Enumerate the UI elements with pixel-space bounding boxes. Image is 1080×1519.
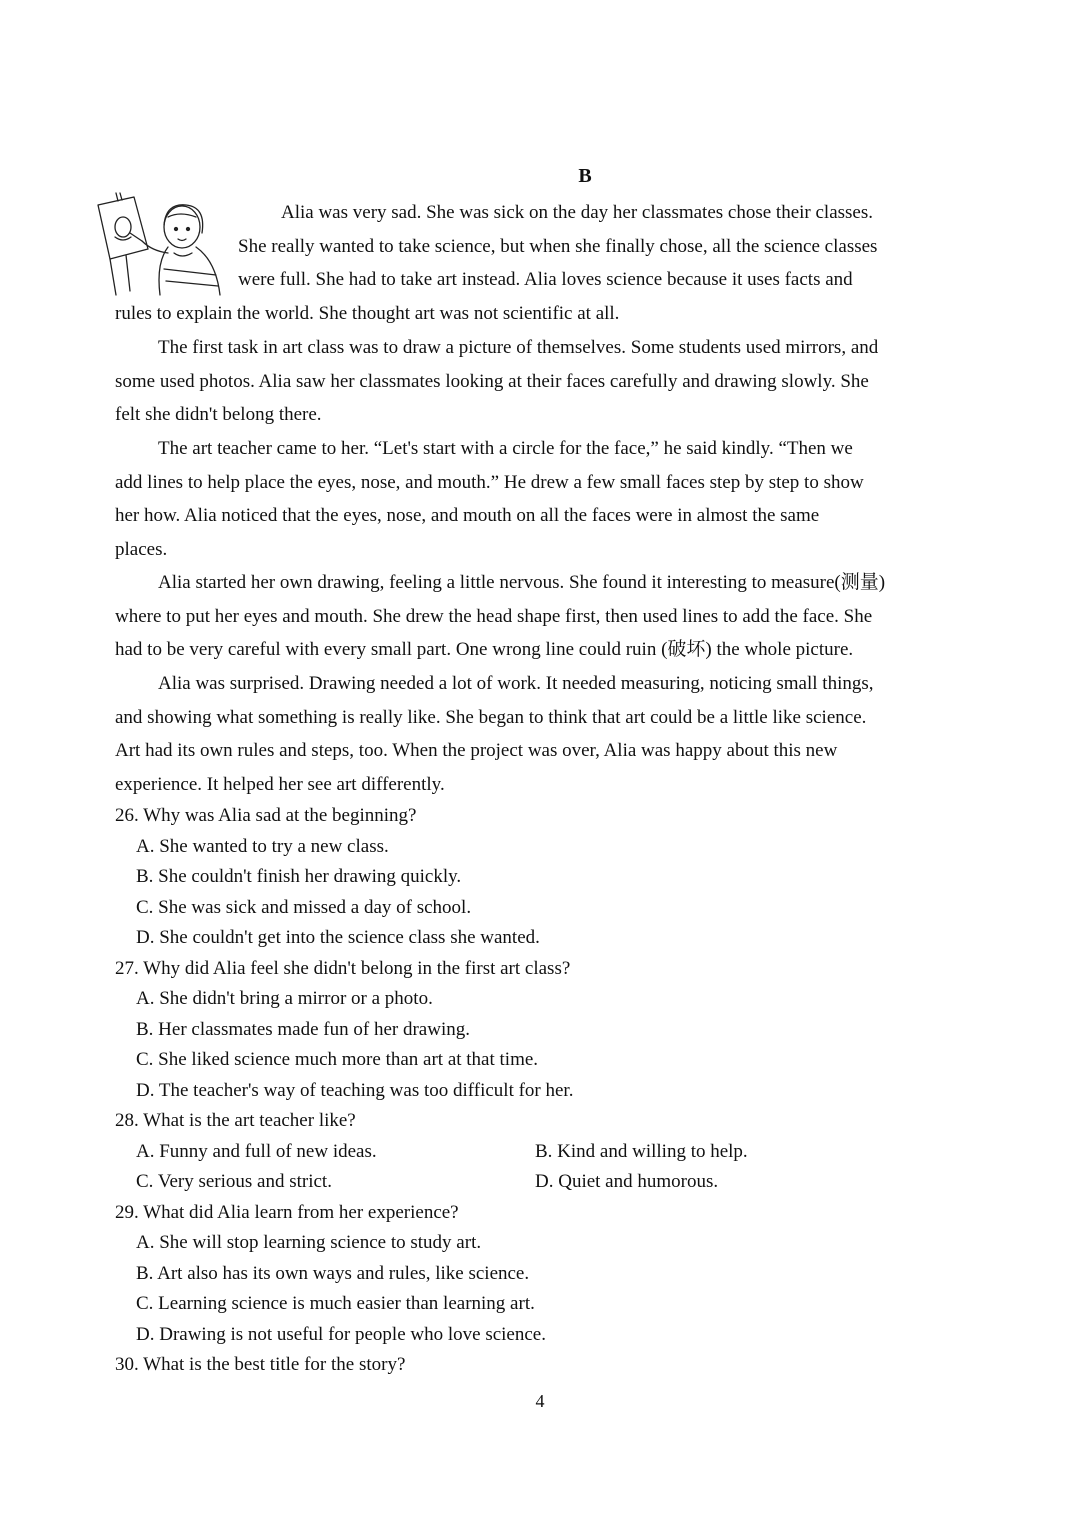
paragraph-line: had to be very careful with every small part. One wrong line could ruin (破坏) the whole picture. [115,639,854,661]
option-c: C. She was sick and missed a day of school. [136,896,472,918]
option-d: D. Quiet and humorous. [535,1171,719,1192]
paragraph-line: where to put her eyes and mouth. She drew the head shape first, then used lines to add the face. She [115,605,873,627]
question-27 [115,954,975,1107]
question-28 [115,1106,975,1198]
option-a: A. She didn't bring a mirror or a photo. [136,988,433,1009]
question-29 [115,1198,975,1351]
question-30 [115,1350,975,1381]
paragraph-line: The art teacher came to her. “Let's start with a circle for the face,” he said kindly. “Then we [158,438,853,459]
paragraph-line: The first task in art class was to draw a picture of themselves. Some students used mirrors, and [158,337,879,358]
paragraph-2 [115,331,975,432]
page-number: 4 [535,1391,545,1411]
question-26 [115,801,975,954]
paragraph-line: Alia was surprised. Drawing needed a lot of work. It needed measuring, noticing small things, [158,673,874,694]
paragraph-line: rules to explain the world. She thought art was not scientific at all. [115,302,620,324]
option-c: C. Learning science is much easier than learning art. [136,1293,535,1314]
question-stem: 28. What is the art teacher like? [115,1110,356,1131]
paragraph-line: She really wanted to take science, but when she finally chose, all the science classes [238,235,878,257]
option-b: B. Her classmates made fun of her drawing. [136,1018,470,1040]
option-b: B. She couldn't finish her drawing quickly. [136,866,462,887]
paragraph-line: felt she didn't belong there. [115,404,322,426]
option-c: C. Very serious and strict. [136,1171,332,1192]
section-title: B [578,165,592,187]
option-d: D. Drawing is not useful for people who love science. [136,1323,546,1345]
paragraph-line: add lines to help place the eyes, nose, and mouth.” He drew a few small faces step by step to show [115,471,864,493]
option-d: D. She couldn't get into the science class she wanted. [136,927,540,948]
option-row [115,1167,975,1198]
option-b: B. Kind and willing to help. [535,1140,748,1162]
paragraph-line: were full. She had to take art instead. Alia loves science because it uses facts and [238,269,853,291]
option-d: D. The teacher's way of teaching was too difficult for her. [136,1079,574,1101]
question-list [115,801,975,1381]
question-stem: 30. What is the best title for the story? [115,1354,406,1375]
paragraph-5 [115,667,975,801]
paragraph-line: places. [115,538,168,560]
question-stem: 27. Why did Alia feel she didn't belong in the first art class? [115,957,571,979]
paragraph-1 [115,196,975,330]
paragraph-line: Art had its own rules and steps, too. When the project was over, Alia was happy about this new [115,740,838,762]
paragraph-line: Alia was very sad. She was sick on the day her classmates chose their classes. [281,202,873,223]
option-a: A. She wanted to try a new class. [136,835,389,857]
option-a: A. Funny and full of new ideas. [136,1140,377,1162]
paragraph-line: her how. Alia noticed that the eyes, nose, and mouth on all the faces were in almost the same [115,505,820,527]
option-a: A. She will stop learning science to study art. [136,1232,482,1253]
paragraph-line: Alia started her own drawing, feeling a little nervous. She found it interesting to measure(测量) [158,572,886,593]
option-row [115,1137,975,1168]
option-c: C. She liked science much more than art at that time. [136,1049,539,1070]
paragraph-line: and showing what something is really like. She began to think that art could be a little like science. [115,706,867,728]
paragraph-4 [115,566,975,667]
paragraph-3 [115,432,975,566]
paragraph-line: experience. It helped her see art differently. [115,773,445,795]
question-stem: 29. What did Alia learn from her experience? [115,1201,459,1223]
question-stem: 26. Why was Alia sad at the beginning? [115,805,417,826]
paragraph-line: some used photos. Alia saw her classmates looking at their faces carefully and drawing slowly. She [115,370,869,392]
option-b: B. Art also has its own ways and rules, like science. [136,1262,530,1284]
